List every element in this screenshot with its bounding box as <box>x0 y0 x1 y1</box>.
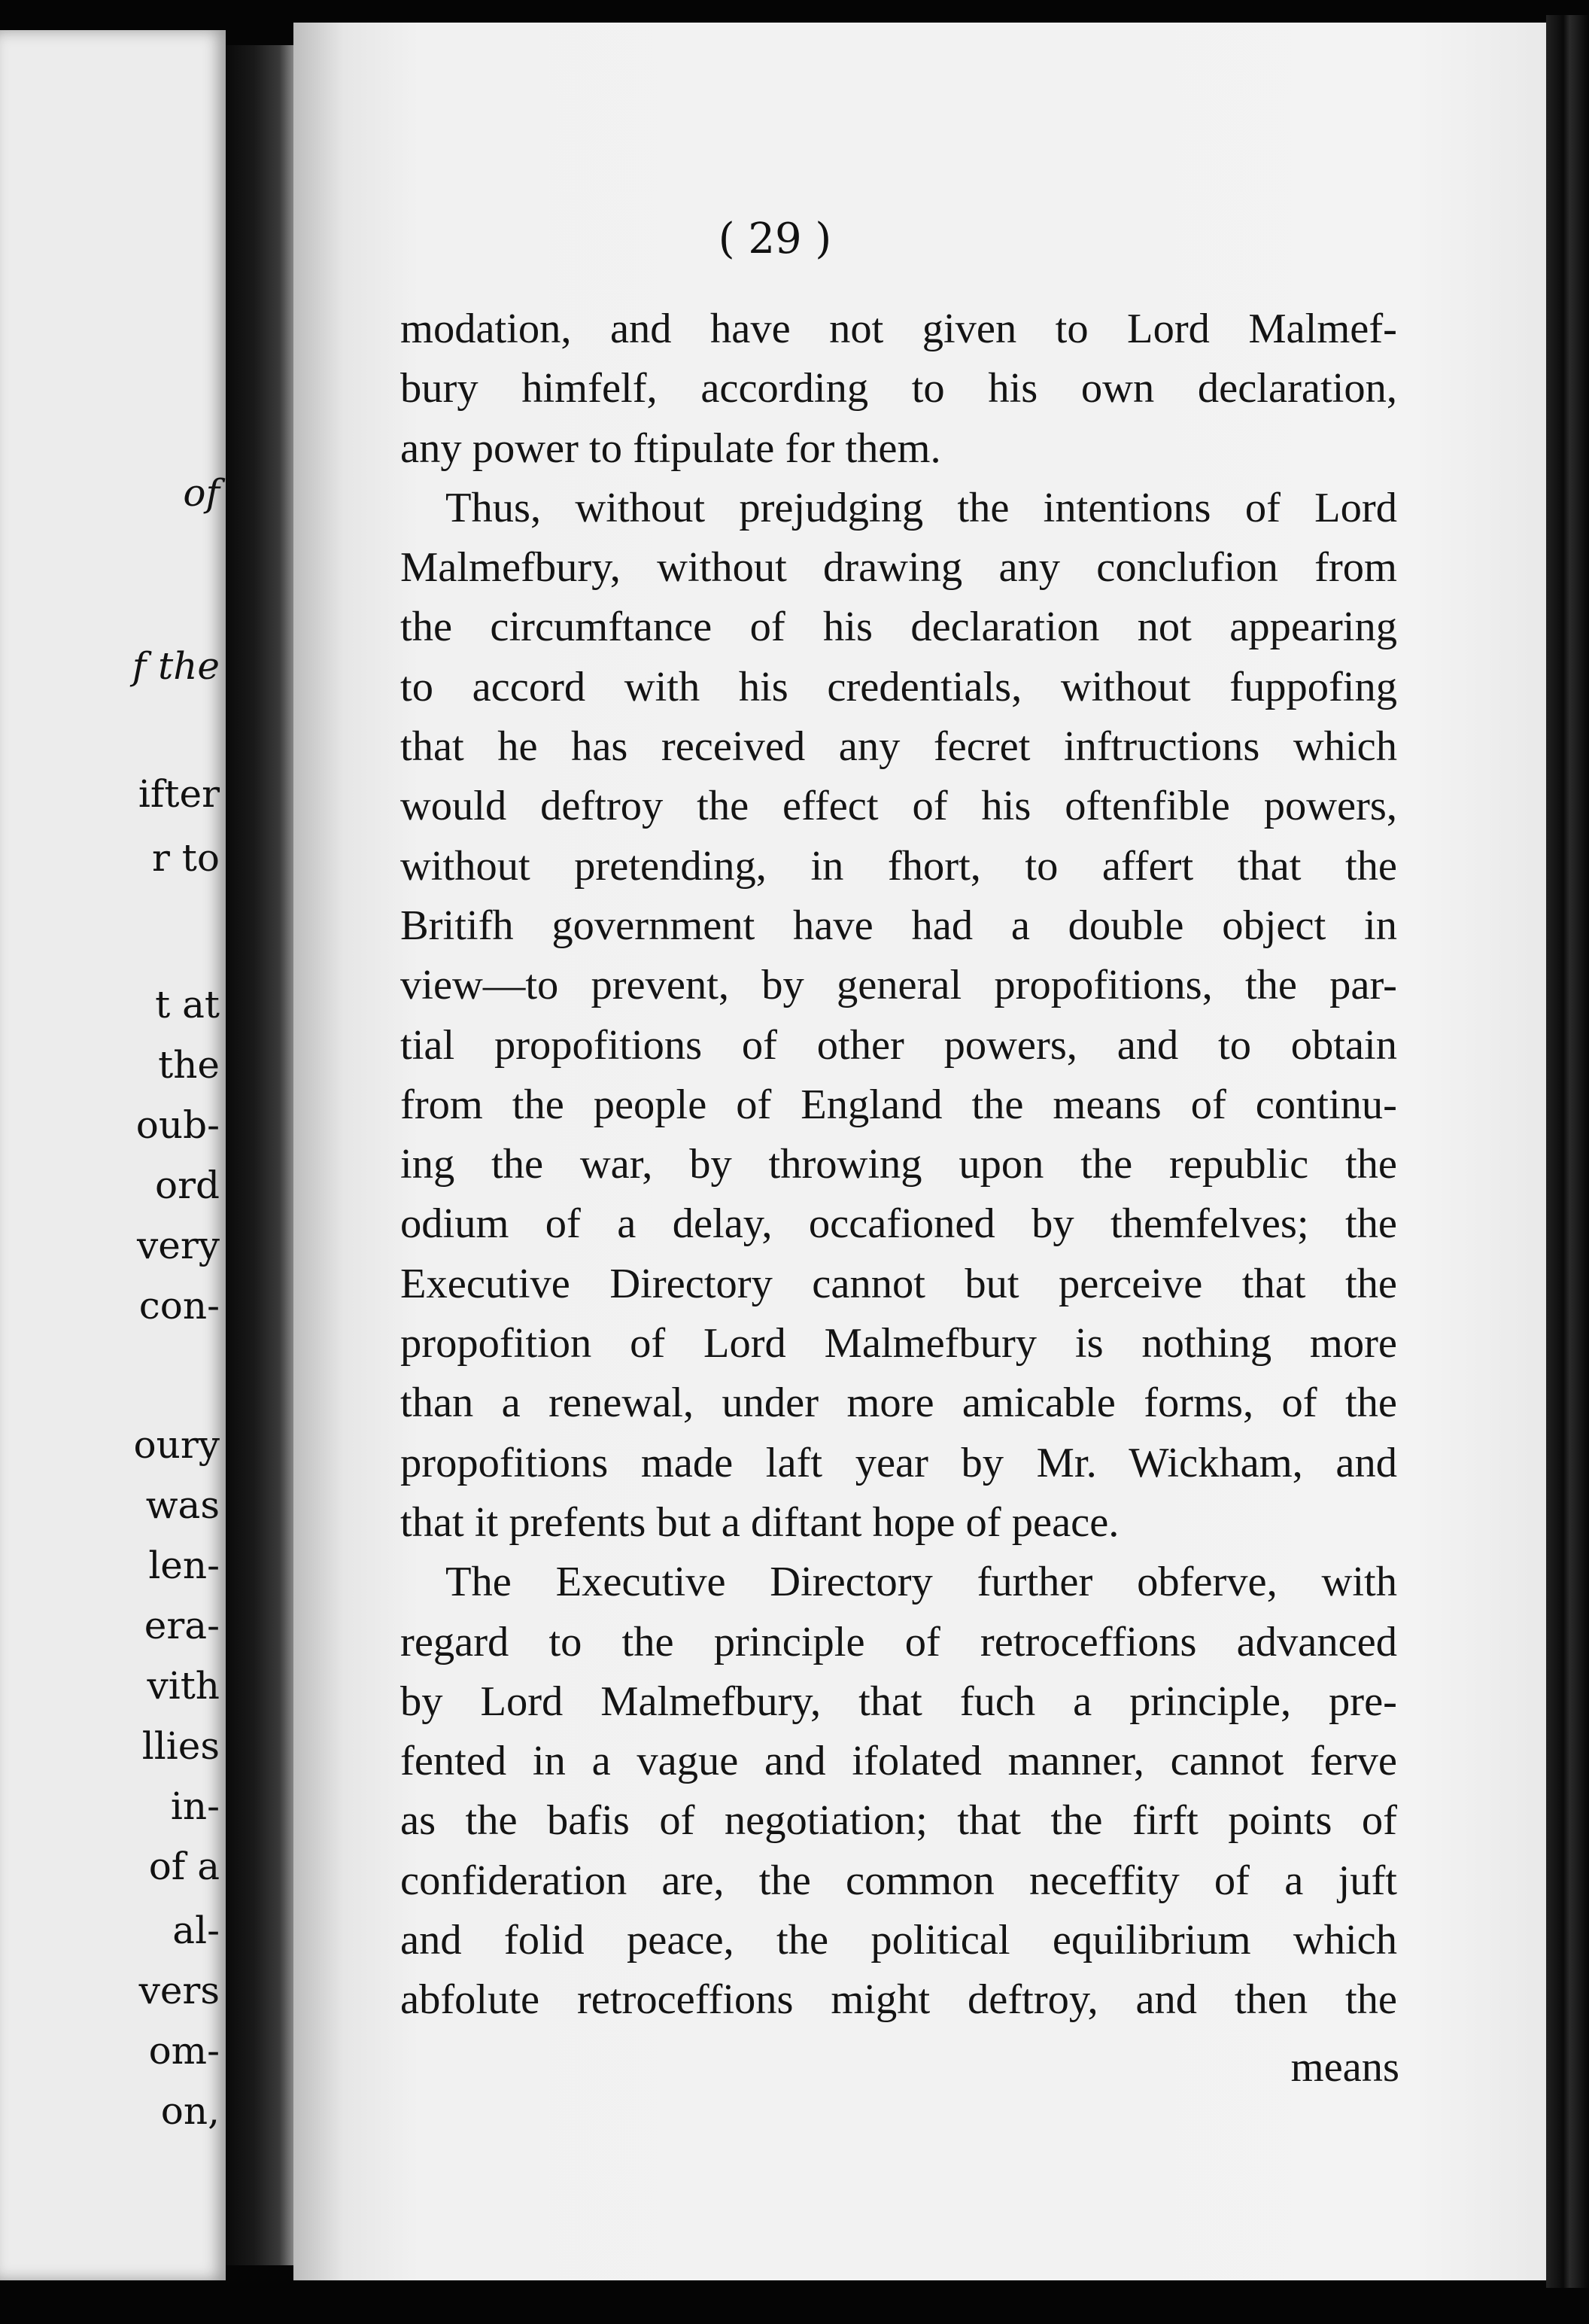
text-line: Malmefbury, without drawing any conclufion from <box>400 544 1397 592</box>
text-line: as the bafis of negotiation; that the firft points of <box>400 1797 1397 1845</box>
text-line: modation, and have not given to Lord Malmef- <box>400 306 1397 352</box>
text-line: to accord with his credentials, without fuppofing <box>400 663 1397 710</box>
left-page-text-fragment: vith <box>147 1664 220 1708</box>
left-page-text-fragment: in- <box>170 1784 220 1828</box>
paragraph <box>400 300 1397 479</box>
paragraph <box>400 479 1397 1553</box>
left-page-text-fragment: of a <box>148 1845 220 1888</box>
left-page-text-fragment: om- <box>148 2029 220 2073</box>
text-line: by Lord Malmefbury, that fuch a principle, pre- <box>400 1678 1397 1725</box>
page-number: ( 29 ) <box>718 214 832 263</box>
left-page-text-fragment: era- <box>144 1604 220 1647</box>
left-page-text-fragment: oury <box>133 1423 220 1467</box>
left-facing-page <box>0 30 226 2280</box>
paragraph <box>400 1553 1397 2030</box>
text-line: that it prefents but a diftant hope of peace. <box>400 1498 1120 1546</box>
text-line: propofitions made laft year by Mr. Wickham, and <box>400 1439 1397 1486</box>
text-line: fented in a vague and ifolated manner, cannot ferve <box>400 1738 1397 1785</box>
text-line: bury himfelf, according to his own declaration, <box>400 365 1397 412</box>
text-line: confideration are, the common neceffity of a juft <box>400 1857 1397 1904</box>
left-page-text-fragment: ord <box>154 1164 220 1207</box>
left-page-text-fragment: on, <box>160 2089 220 2133</box>
text-line: propofition of Lord Malmefbury is nothing more <box>400 1320 1397 1367</box>
text-line: abfolute retroceffions might deftroy, and then the <box>400 1976 1397 2024</box>
text-line: Britifh government have had a double object in <box>400 902 1397 949</box>
left-page-text-fragment: f the <box>132 644 220 688</box>
left-page-text-fragment: very <box>137 1224 220 1267</box>
left-page-text-fragment: was <box>145 1483 220 1527</box>
page-right-edge <box>1546 15 1589 2288</box>
text-line: any power to ftipulate for them. <box>400 424 941 472</box>
book-gutter-shadow <box>226 45 297 2265</box>
text-line: and folid peace, the political equilibrium which <box>400 1917 1397 1964</box>
left-page-text-fragment: t at <box>155 983 220 1027</box>
text-line: than a renewal, under more amicable forms, of the <box>400 1379 1397 1427</box>
left-page-text-fragment: of <box>183 471 220 515</box>
text-line: without pretending, in fhort, to affert that the <box>400 842 1397 890</box>
text-line: Thus, without prejudging the intentions of Lord <box>445 484 1397 531</box>
text-line: regard to the principle of retroceffions advanced <box>400 1618 1397 1665</box>
left-page-text-fragment: oub- <box>135 1103 220 1147</box>
left-page-text-fragment: r to <box>152 836 220 880</box>
left-page-text-fragment: al- <box>172 1909 220 1952</box>
text-line: Executive Directory cannot but perceive that the <box>400 1260 1397 1307</box>
left-page-text-fragment: ifter <box>138 772 220 816</box>
text-line: that he has received any fecret inftructions which <box>400 723 1397 771</box>
text-line: view—to prevent, by general propofitions, the par- <box>400 962 1397 1009</box>
left-page-text-fragment: llies <box>141 1724 220 1768</box>
body-text <box>400 300 1397 2030</box>
left-page-text-fragment: the <box>158 1043 220 1087</box>
left-page-text-fragment: len- <box>148 1544 220 1587</box>
text-line: The Executive Directory further obferve, with <box>445 1559 1397 1606</box>
catchword: means <box>1290 2044 1399 2091</box>
text-line: from the people of England the means of continu- <box>400 1081 1397 1128</box>
text-line: would deftroy the effect of his oftenfible powers, <box>400 783 1397 830</box>
left-page-text-fragment: vers <box>138 1969 220 2012</box>
text-line: the circumftance of his declaration not appearing <box>400 604 1397 651</box>
left-page-text-fragment: con- <box>138 1284 220 1328</box>
text-line: odium of a delay, occafioned by themfelves; the <box>400 1200 1397 1248</box>
text-line: tial propofitions of other powers, and to obtain <box>400 1021 1397 1069</box>
text-line: ing the war, by throwing upon the republic the <box>400 1141 1397 1188</box>
